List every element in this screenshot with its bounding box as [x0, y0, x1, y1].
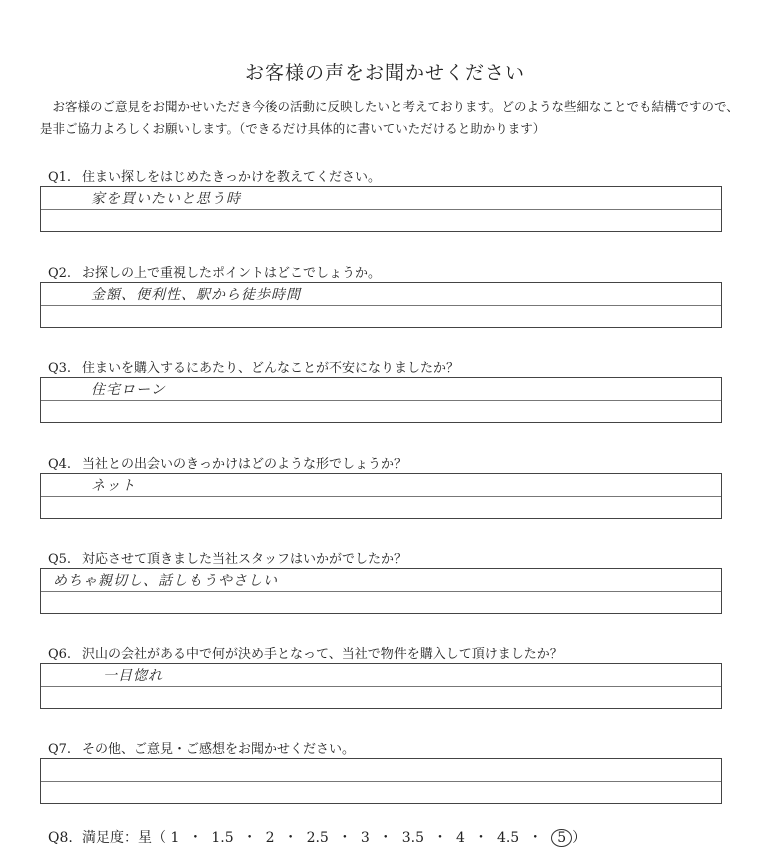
question-7-label [48, 738, 355, 757]
question-4-label [48, 453, 407, 472]
answer-text: 家を買いたいと思う時 [91, 191, 241, 207]
question-number: Q2. [48, 266, 72, 281]
answer-text: めちゃ親切し、話しもうやさしい [53, 573, 278, 589]
question-number: Q8. [48, 830, 73, 846]
question-2-label [48, 262, 381, 281]
question-text: 当社との出会いのきっかけはどのような形でしょうか？ [82, 457, 408, 472]
question-5-label [48, 548, 407, 567]
rating-options [170, 830, 572, 846]
rating-separator: ・ [283, 830, 298, 846]
question-number: Q7. [48, 742, 72, 757]
answer-box-4[interactable] [40, 473, 722, 519]
question-text: 対応させて頂きました当社スタッフはいかがでしたか？ [82, 552, 408, 567]
answer-box-5[interactable] [40, 568, 722, 614]
question-number: Q4. [48, 457, 72, 472]
rating-label: 満足度：星（ [82, 830, 166, 846]
rating-option[interactable]: 3 [360, 830, 370, 846]
rating-close: ） [572, 830, 587, 846]
question-text: 沢山の会社がある中で何が決め手となって、当社で物件を購入して頂けましたか？ [82, 647, 563, 662]
question-text: 住まい探しをはじめたきっかけを教えてください。 [82, 170, 382, 185]
rating-separator: ・ [242, 830, 257, 846]
question-6-label [48, 643, 563, 662]
answer-text: 金額、便利性、駅から徒歩時間 [91, 287, 301, 303]
rating-option[interactable]: 3.5 [401, 830, 425, 846]
answer-box-2[interactable] [40, 282, 722, 328]
intro-text: お客様のご意見をお聞かせいただき今後の活動に反映したいと考えております。どのような些細なことでも結構ですので、是非ご協力よろしくお願いします。（できるだけ具体的に書いていただけると助かります） [40, 99, 739, 136]
question-1-label [48, 166, 381, 185]
question-number: Q5. [48, 552, 72, 567]
rating-separator: ・ [188, 830, 203, 846]
question-number: Q3. [48, 361, 72, 376]
answer-text: 一目惚れ [103, 668, 163, 684]
rating-separator: ・ [528, 830, 543, 846]
question-number: Q6. [48, 647, 72, 662]
question-number: Q1. [48, 170, 72, 185]
rating-separator: ・ [337, 830, 352, 846]
answer-box-3[interactable] [40, 377, 722, 423]
rating-option[interactable]: 2.5 [306, 830, 329, 846]
question-text: その他、ご意見・ご感想をお聞かせください。 [82, 742, 356, 757]
answer-box-1[interactable] [40, 186, 722, 232]
question-3-label [48, 357, 459, 376]
rating-separator: ・ [433, 830, 448, 846]
rating-option-selected[interactable]: 5 [551, 829, 572, 847]
rating-separator: ・ [473, 830, 488, 846]
rating-option[interactable]: 1 [170, 830, 180, 846]
question-text: お探しの上で重視したポイントはどこでしょうか。 [82, 266, 382, 281]
rating-option[interactable]: 2 [265, 830, 275, 846]
satisfaction-rating [48, 827, 586, 847]
answer-box-7[interactable] [40, 758, 722, 804]
answer-box-6[interactable] [40, 663, 722, 709]
rating-option[interactable]: 4 [456, 830, 465, 846]
rating-option[interactable]: 1.5 [211, 830, 234, 846]
question-text: 住まいを購入するにあたり、どんなことが不安になりましたか？ [82, 361, 460, 376]
rating-option[interactable]: 4.5 [496, 830, 520, 846]
rating-separator: ・ [378, 830, 393, 846]
answer-text: 住宅ローン [91, 382, 166, 398]
page-title: お客様の声をお聞かせください [244, 62, 525, 84]
answer-text: ネット [91, 478, 136, 494]
